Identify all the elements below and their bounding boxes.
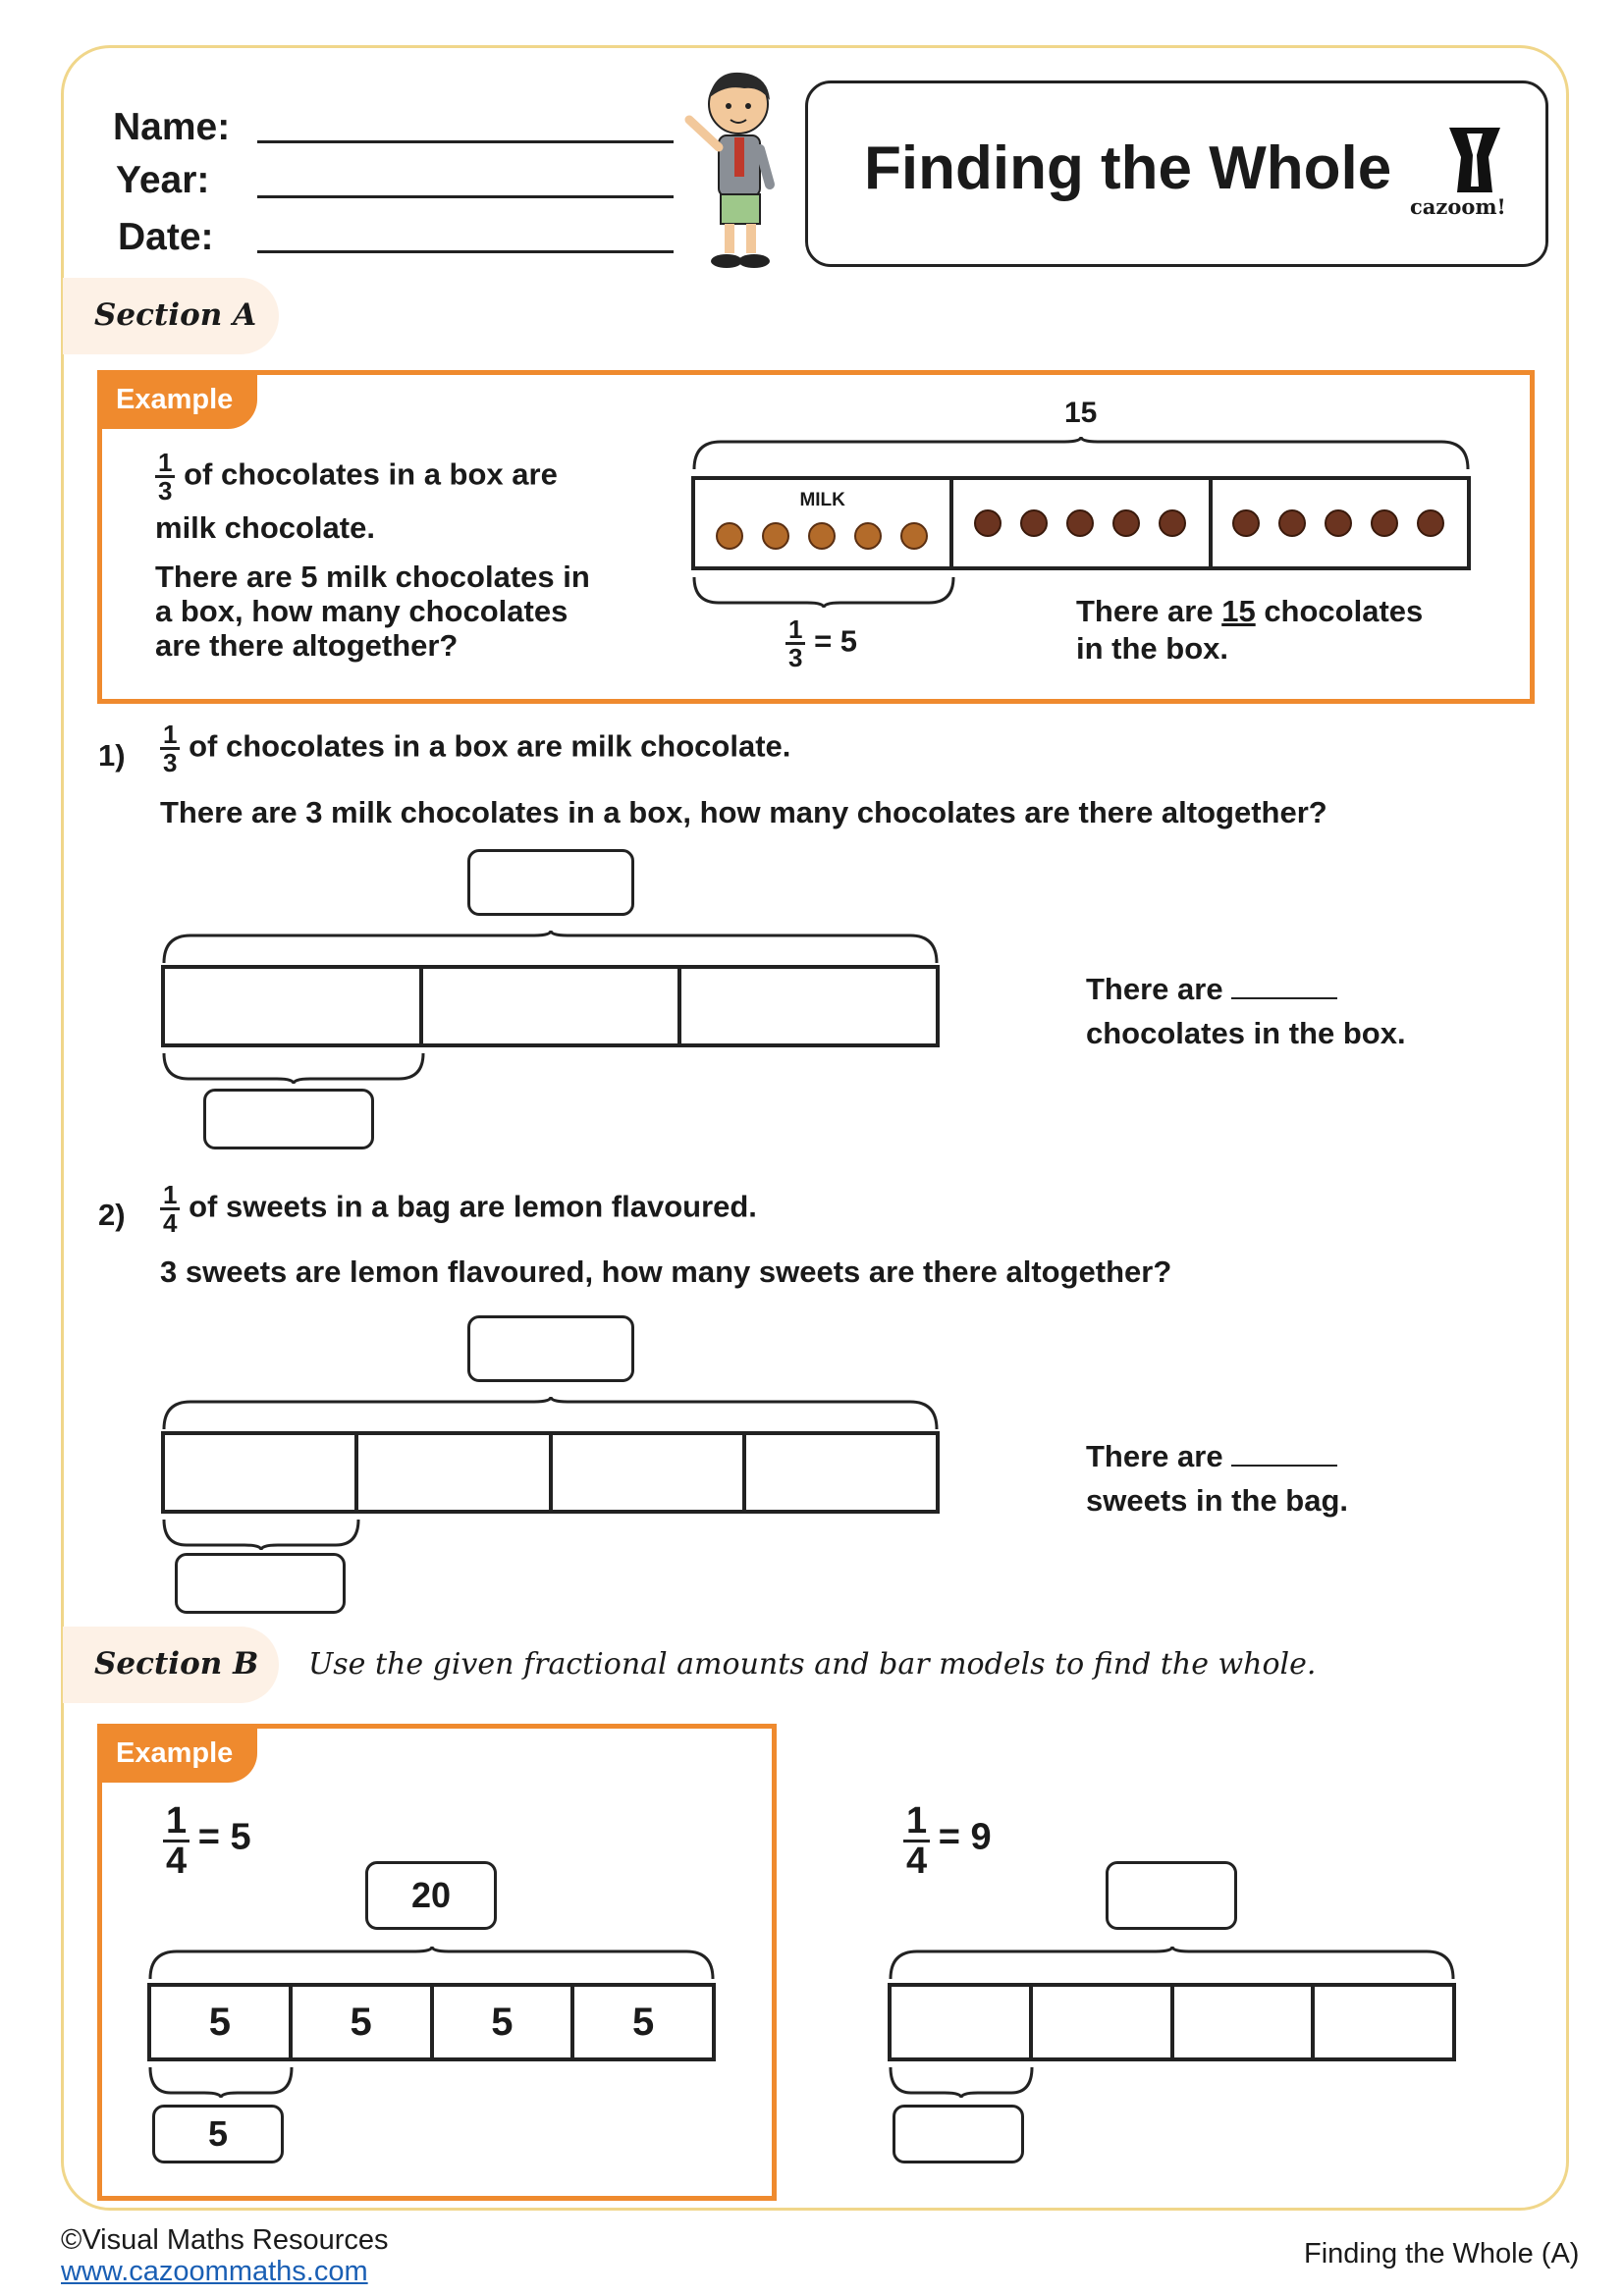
example-a-answer: There are 15 chocolates: [1076, 594, 1424, 628]
top-brace: [147, 1946, 716, 1981]
bar-cell[interactable]: [1311, 1987, 1452, 2057]
example-b-part-box: 5: [152, 2105, 284, 2163]
bottom-brace: [161, 1518, 361, 1551]
fraction: $\frac{1}{3}$: [160, 721, 180, 775]
example-b-bar-model: [147, 1983, 716, 2061]
bar-cell: 5: [570, 1987, 712, 2057]
top-brace: [888, 1946, 1456, 1981]
brand-logo-text: cazoom!: [1410, 194, 1506, 219]
top-brace: [161, 1396, 940, 1431]
bottom-brace: [888, 2065, 1035, 2099]
example-b-tab: Example: [102, 1728, 257, 1783]
date-label: Date:: [118, 216, 214, 258]
section-b-instruction: Use the given fractional amounts and bar models to find the whole.: [308, 1647, 1317, 1682]
example-a-line2: milk chocolate.: [155, 510, 375, 545]
bar-cell[interactable]: [742, 1435, 936, 1510]
example-a-total: 15: [1064, 397, 1098, 429]
question-1-question: There are 3 milk chocolates in a box, how many chocolates are there altogether?: [160, 795, 1327, 829]
question-2-question: 3 sweets are lemon flavoured, how many sweets are there altogether?: [160, 1255, 1172, 1289]
footer-url-link[interactable]: www.cazoommaths.com: [61, 2256, 368, 2287]
page-title: Finding the Whole: [864, 134, 1392, 202]
fraction: $\frac{1}{3}$: [155, 450, 175, 504]
bar-cell[interactable]: [892, 1987, 1029, 2057]
section-b-q-equation: $\frac{1}{4}$ = 9: [903, 1802, 992, 1880]
bar-cell[interactable]: [1170, 1987, 1312, 2057]
year-label: Year:: [116, 159, 210, 201]
bar-cell: [695, 480, 949, 566]
example-a-tab: Example: [102, 374, 257, 429]
section-a-label: Section A: [94, 297, 257, 333]
example-a-statement: $\frac{1}{3}$ of chocolates in a box are: [155, 450, 558, 504]
chocolate-icon: [968, 508, 1194, 538]
question-2-statement: $\frac{1}{4}$ of sweets in a bag are lemon flavoured.: [160, 1182, 757, 1236]
bar-cell[interactable]: [354, 1435, 548, 1510]
q1-whole-answer-box[interactable]: [467, 849, 634, 916]
q2-answer-blank[interactable]: [1231, 1439, 1337, 1467]
example-a-answer-line2: in the box.: [1076, 631, 1228, 666]
cazoom-logo-icon: [1447, 126, 1502, 194]
q2-whole-answer-box[interactable]: [467, 1315, 634, 1382]
top-brace: [691, 436, 1471, 471]
q1-answer-blank[interactable]: [1231, 972, 1337, 999]
fraction: $\frac{1}{4}$: [903, 1802, 930, 1880]
q2-part-answer-box[interactable]: [175, 1553, 346, 1614]
q2-answer-sentence: There are: [1086, 1439, 1337, 1474]
example-a-question-1: There are 5 milk chocolates in: [155, 560, 590, 594]
section-b-bar-model: [888, 1983, 1456, 2061]
example-b-whole-box: 20: [365, 1861, 497, 1930]
bottom-brace: [161, 1051, 426, 1085]
bar-cell: [949, 480, 1208, 566]
section-b-label: Section B: [94, 1646, 259, 1682]
q1-part-answer-box[interactable]: [203, 1089, 374, 1149]
q2-bar-model: [161, 1431, 940, 1514]
name-label: Name:: [113, 106, 231, 148]
footer-copyright: ©Visual Maths Resources: [61, 2224, 389, 2256]
question-1-number: 1): [98, 738, 126, 773]
bar-cell: 5: [289, 1987, 430, 2057]
question-2-number: 2): [98, 1198, 126, 1232]
section-b-whole-answer-box[interactable]: [1106, 1861, 1237, 1930]
q1-answer-sentence: There are: [1086, 972, 1337, 1007]
bar-cell[interactable]: [165, 969, 419, 1043]
bottom-brace: [691, 575, 956, 609]
bar-cell[interactable]: [165, 1435, 354, 1510]
name-field[interactable]: [257, 140, 674, 143]
bar-cell: [1209, 480, 1467, 566]
milk-label: MILK: [799, 490, 845, 510]
q2-answer-line2: sweets in the bag.: [1086, 1483, 1349, 1518]
example-b-equation: $\frac{1}{4}$ = 5: [163, 1802, 251, 1880]
chocolate-icon: [1226, 508, 1452, 538]
fraction: $\frac{1}{4}$: [160, 1182, 180, 1236]
bar-cell: 5: [430, 1987, 571, 2057]
example-a-equation: $\frac{1}{3}$ = 5: [785, 616, 857, 670]
example-a-question-3: are there altogether?: [155, 628, 459, 663]
example-a-question-2: a box, how many chocolates: [155, 594, 568, 628]
bar-cell: 5: [208, 2000, 231, 2044]
q1-answer-line2: chocolates in the box.: [1086, 1016, 1406, 1050]
boy-mascot-illustration: [676, 69, 793, 275]
year-field[interactable]: [257, 195, 674, 198]
footer-worksheet-name: Finding the Whole (A): [1304, 2238, 1580, 2269]
date-field[interactable]: [257, 250, 674, 253]
top-brace: [161, 930, 940, 965]
bar-cell[interactable]: [677, 969, 936, 1043]
q1-bar-model: [161, 965, 940, 1047]
fraction: $\frac{1}{3}$: [785, 616, 805, 670]
bottom-brace: [147, 2065, 295, 2099]
question-1-statement: $\frac{1}{3}$ of chocolates in a box are milk chocolate.: [160, 721, 790, 775]
chocolate-bar: [691, 476, 1471, 570]
bar-cell[interactable]: [1029, 1987, 1170, 2057]
bar-cell[interactable]: [549, 1435, 742, 1510]
section-b-part-answer-box[interactable]: [893, 2105, 1024, 2163]
fraction: $\frac{1}{4}$: [163, 1802, 189, 1880]
chocolate-icon: [710, 521, 936, 551]
bar-cell[interactable]: [419, 969, 677, 1043]
